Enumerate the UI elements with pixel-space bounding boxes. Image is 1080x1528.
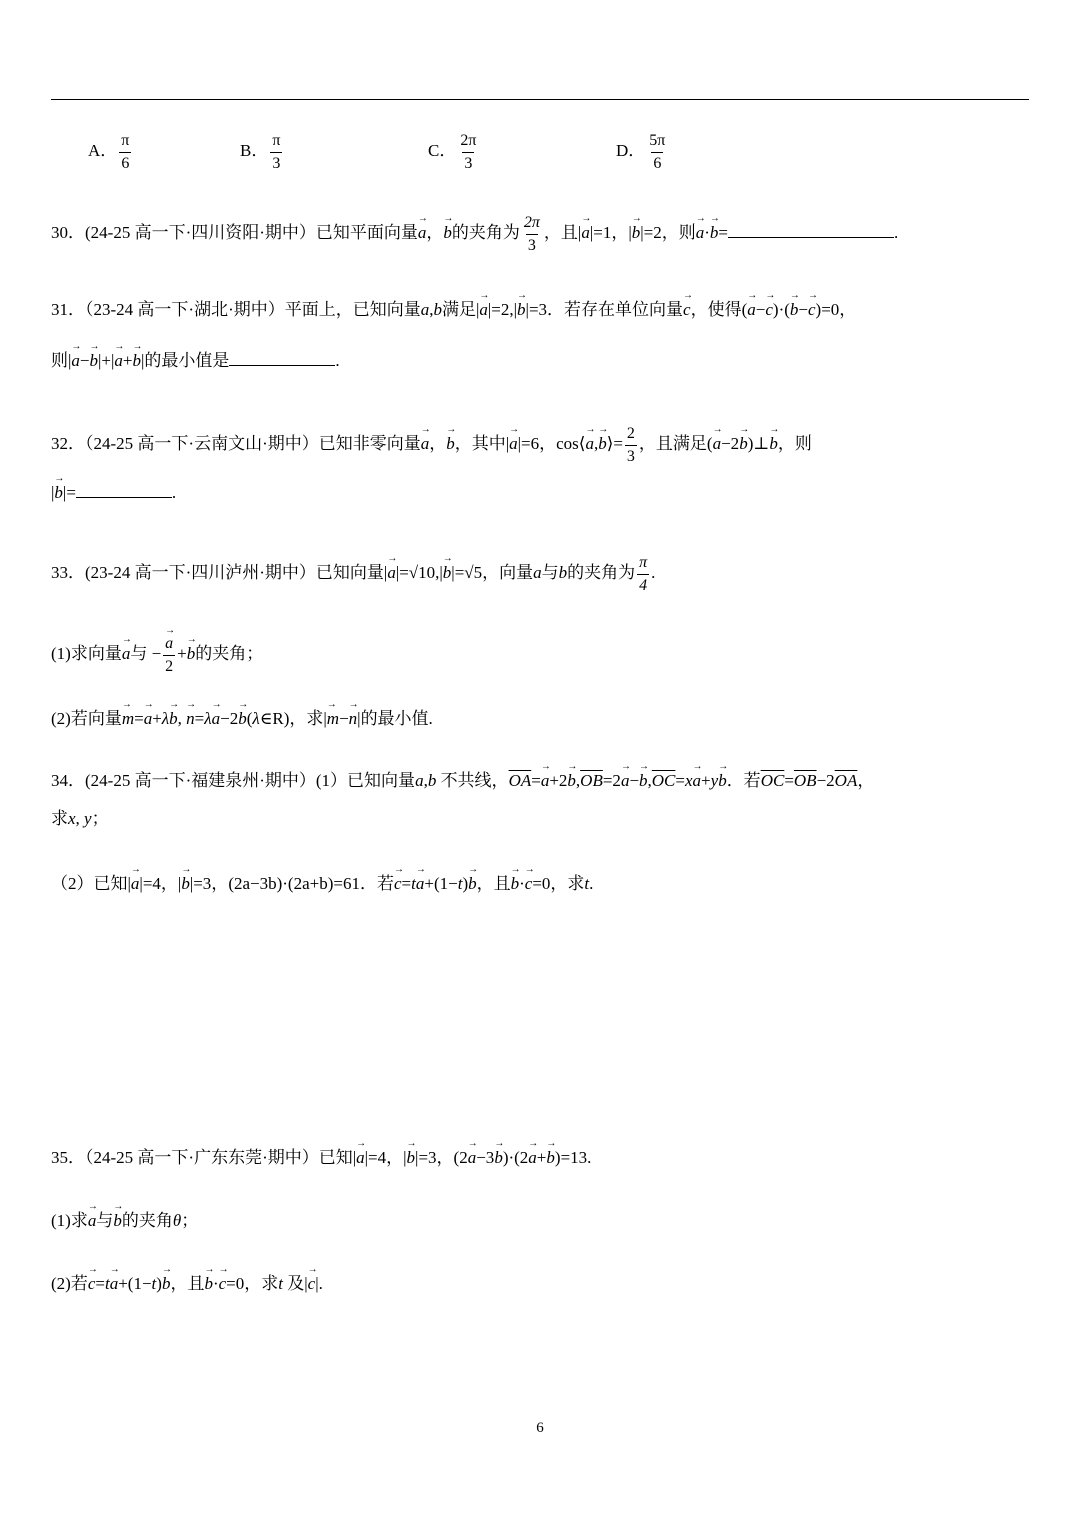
question-35-part2: (2)若→ c=t→ a+(1−t)→ b，且→ b·→ c=0，求t 及|→ c|. xyxy=(51,1275,323,1292)
question-30: 30．(24-25 高一下·四川资阳·期中）已知平面向量→ a，→ b的夹角为 $\frac{2\pi}{3}$ ，且|→ a|=1，|→ b|=2，则→ a·→ b= . xyxy=(51,214,898,254)
choice-c: C． $\frac{2\pi}{3}$ xyxy=(428,132,477,172)
choice-d: D． $\frac{5\pi}{6}$ xyxy=(616,132,666,172)
question-33-part2: (2)若向量→ m=→ a+λ→ b, → n=λ→ a−2→ b(λ∈R)，求|→ m−→ n|的最小值. xyxy=(51,710,433,727)
question-34-part2: （2）已知|→ a|=4，|→ b|=3，(2a−3b)·(2a+b)=61．若→ c=t→ a+(1−t)→ b，且→ b·→ c=0，求t. xyxy=(51,875,593,892)
question-32-line2: |→ b|= . xyxy=(51,484,176,501)
answer-blank-30[interactable] xyxy=(728,236,894,238)
question-35-part1: (1)求→ a与→ b的夹角θ； xyxy=(51,1212,198,1229)
answer-blank-31[interactable] xyxy=(229,364,335,366)
choice-b: B． $\frac{\pi}{3}$ xyxy=(240,132,281,172)
page-number: 6 xyxy=(536,1420,544,1436)
question-33-part1: (1)求向量→ a与 − → $\frac{a}{2}$ +→ b的夹角； xyxy=(51,635,263,675)
question-33: 33．(23-24 高一下·四川泸州·期中）已知向量|→ a|=√10,|→ b|=√5，向量a与b的夹角为 $\frac{\pi}{4}$ . xyxy=(51,554,655,594)
answer-blank-32[interactable] xyxy=(76,496,172,498)
question-31-line2: 则|→ a−→ b|+|→ a+→ b|的最小值是 . xyxy=(51,352,340,369)
header-rule xyxy=(51,99,1029,100)
question-35: 35．（24-25 高一下·广东东莞·期中）已知|→ a|=4，|→ b|=3，(2→ a−3→ b)·(2→ a+→ b)=13. xyxy=(51,1149,591,1166)
question-31: 31．（23-24 高一下·湖北·期中）平面上，已知向量a,b满足|→ a|=2,|→ b|=3．若存在单位向量→ c，使得(→ a−→ c)·(→ b−→ c)=0， xyxy=(51,301,856,318)
question-32: 32．（24-25 高一下·云南文山·期中）已知非零向量→ a，→ b，其中|→ a|=6，cos⟨→ a,→ b⟩= $\frac{2}{3}$ ，且满足(→ a−2→ b)⊥→ b，则 xyxy=(51,425,812,465)
question-34: 34．(24-25 高一下·福建泉州·期中）(1）已知向量a,b 不共线，$\overline{OA}=\to a+2\to b,\overline{OB}=2\to a-\to b,\overline{OC}=x\to a+y\to b$．若$\overline{OC}=\overline{OB}-2\overline{OA}$， xyxy=(51,772,874,789)
question-34-line2: 求x, y； xyxy=(51,809,109,828)
choice-a: A． $\frac{\pi}{6}$ xyxy=(88,132,130,172)
